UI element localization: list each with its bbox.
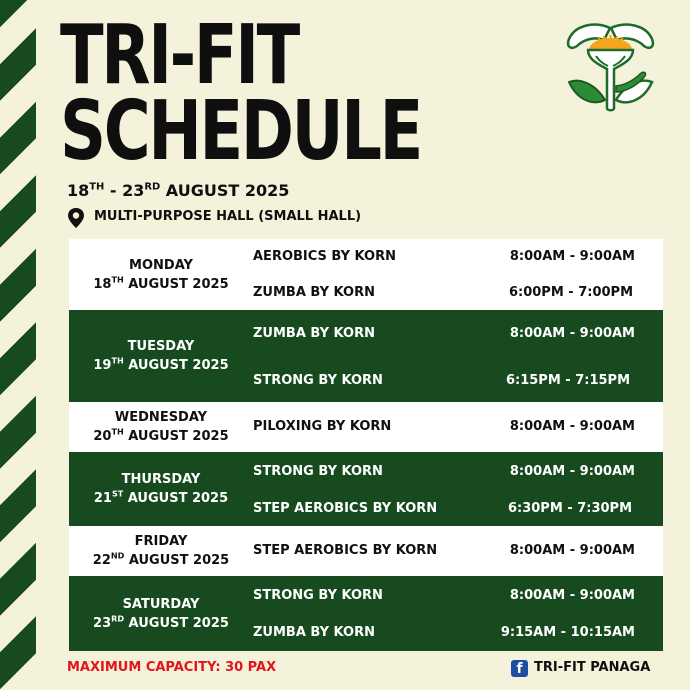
session-time: 6:15PM - 7:15PM [505, 373, 630, 388]
day-label [69, 526, 253, 576]
session-time: 8:00AM - 9:00AM [509, 464, 635, 479]
day-row-saturday [69, 576, 663, 651]
day-label [69, 239, 253, 310]
day-label [69, 402, 253, 452]
day-date: 19TH AUGUST 2025 [93, 356, 229, 373]
day-name: THURSDAY [121, 472, 201, 487]
session-time: 6:00PM - 7:00PM [508, 285, 633, 300]
session-row [253, 417, 663, 437]
session-row [253, 541, 663, 561]
session-row [253, 324, 663, 344]
day-row-thursday [69, 452, 663, 526]
day-row-wednesday [69, 402, 663, 452]
day-row-tuesday [69, 310, 663, 402]
day-label [69, 576, 253, 651]
day-date: 22ND AUGUST 2025 [92, 551, 230, 568]
day-label [69, 452, 253, 526]
date-range: 18TH - 23RD AUGUST 2025 [67, 181, 290, 200]
capacity-notice: MAXIMUM CAPACITY: 30 PAX [67, 660, 277, 675]
page-title: TRI-FIT SCHEDULE [60, 8, 421, 179]
session-name: ZUMBA BY KORN [253, 326, 375, 341]
session-name: STRONG BY KORN [253, 373, 383, 388]
day-row-friday [69, 526, 663, 576]
day-name: TUESDAY [127, 339, 195, 354]
day-row-monday [69, 239, 663, 310]
location-text: MULTI-PURPOSE HALL (SMALL HALL) [94, 209, 362, 224]
session-time: 8:00AM - 9:00AM [509, 249, 635, 264]
day-date: 23RD AUGUST 2025 [93, 614, 229, 631]
session-row [253, 586, 663, 606]
session-row [253, 247, 663, 267]
striped-border [0, 0, 36, 690]
day-date: 18TH AUGUST 2025 [93, 275, 229, 292]
session-time: 8:00AM - 9:00AM [509, 588, 635, 603]
session-row [253, 283, 663, 303]
session-time: 6:30PM - 7:30PM [507, 501, 632, 516]
session-time: 8:00AM - 9:00AM [509, 326, 635, 341]
session-name: AEROBICS BY KORN [253, 249, 396, 264]
day-date: 20TH AUGUST 2025 [93, 427, 229, 444]
session-time: 8:00AM - 9:00AM [509, 419, 635, 434]
logo-emblem [563, 20, 658, 120]
session-row [253, 499, 663, 519]
session-name: STRONG BY KORN [253, 588, 383, 603]
session-time: 8:00AM - 9:00AM [509, 543, 635, 558]
session-row [253, 462, 663, 482]
session-name: ZUMBA BY KORN [253, 285, 375, 300]
session-name: STEP AEROBICS BY KORN [253, 543, 438, 558]
day-label [69, 310, 253, 402]
day-name: MONDAY [129, 257, 193, 273]
session-row [253, 371, 663, 391]
day-date: 21ST AUGUST 2025 [93, 489, 229, 506]
facebook-page-label: TRI-FIT PANAGA [534, 660, 651, 675]
schedule-table [69, 239, 663, 651]
session-row [253, 623, 663, 643]
session-name: STEP AEROBICS BY KORN [253, 501, 438, 516]
session-time: 9:15AM - 10:15AM [500, 625, 635, 640]
session-name: PILOXING BY KORN [253, 419, 392, 434]
day-name: SATURDAY [122, 596, 200, 612]
day-name: FRIDAY [134, 534, 188, 549]
day-name: WEDNESDAY [114, 410, 208, 425]
session-name: STRONG BY KORN [253, 464, 383, 479]
facebook-icon: f [511, 660, 528, 677]
location-pin-icon [66, 207, 86, 229]
session-name: ZUMBA BY KORN [253, 625, 375, 640]
